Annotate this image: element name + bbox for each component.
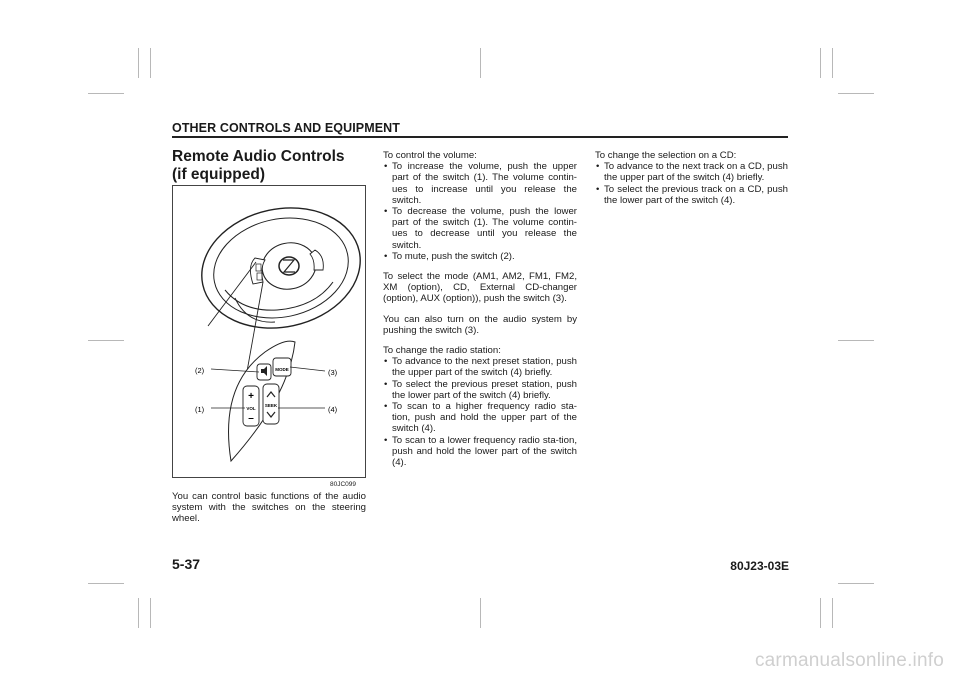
power-paragraph: You can also turn on the audio system by pushing the switch (3). (383, 313, 577, 336)
list-item: • To mute, push the switch (2). (383, 251, 577, 262)
radio-lead: To change the radio station: (383, 345, 501, 357)
site-watermark: carmanualsonline.info (754, 650, 944, 671)
document-code: 80J23-03E (730, 559, 789, 573)
header-rule (172, 136, 788, 138)
title-line-2: (if equipped) (172, 166, 265, 183)
seek-label: SEEK (264, 403, 278, 408)
list-item: • To advance to the next track on a CD, push the upper part of the switch (4) briefly. (595, 161, 788, 183)
column-3 (595, 150, 788, 206)
steering-wheel-illustration (173, 186, 365, 477)
vol-minus-label: – (248, 413, 254, 424)
list-item: • To select the previous preset station, push the lower part of the switch (4) briefly. (383, 379, 577, 401)
column-2 (383, 150, 577, 468)
callout-4: (4) (328, 405, 338, 414)
section-header: OTHER CONTROLS AND EQUIPMENT (172, 121, 401, 135)
radio-list (383, 356, 577, 468)
cd-lead: To change the selection on a CD: (595, 150, 737, 161)
article-title (172, 148, 372, 184)
volume-lead: To control the volume: (383, 150, 477, 161)
list-item: • To increase the volume, push the upper part of the switch (1). The volume contin-ues to increase until you release the switch. (383, 161, 577, 206)
column-1 (172, 491, 366, 525)
title-line-1: Remote Audio Controls (172, 148, 345, 165)
page-number: 5-37 (172, 556, 201, 572)
list-item: • To scan to a higher frequency radio sta-tion, push and hold the upper part of the switch (4). (383, 401, 577, 435)
vol-label: VOL (246, 406, 256, 411)
callout-2: (2) (195, 366, 205, 375)
steering-wheel-figure (172, 185, 366, 478)
list-item: • To decrease the volume, push the lower part of the switch (1). The volume contin-ues to decrease until you release the switch. (383, 206, 577, 251)
mode-label: MODE (275, 367, 289, 372)
vol-plus-label: + (248, 391, 254, 402)
intro-paragraph: You can control basic functions of the audio system with the switches on the steering wheel. (172, 491, 366, 525)
mode-paragraph: To select the mode (AM1, AM2, FM1, FM2, XM (option), CD, External CD-changer (option), AUX (option)), push the switch (3). (383, 271, 577, 305)
figure-code: 80JC099 (330, 481, 357, 488)
cd-list (595, 161, 788, 206)
volume-list (383, 161, 577, 262)
callout-1: (1) (195, 405, 205, 414)
list-item: • To advance to the next preset station, push the upper part of the switch (4) briefly. (383, 356, 577, 378)
list-item: • To scan to a lower frequency radio sta-tion, push and hold the lower part of the switch (4). (383, 435, 577, 469)
list-item: • To select the previous track on a CD, push the lower part of the switch (4). (595, 184, 788, 206)
callout-3: (3) (328, 368, 338, 377)
